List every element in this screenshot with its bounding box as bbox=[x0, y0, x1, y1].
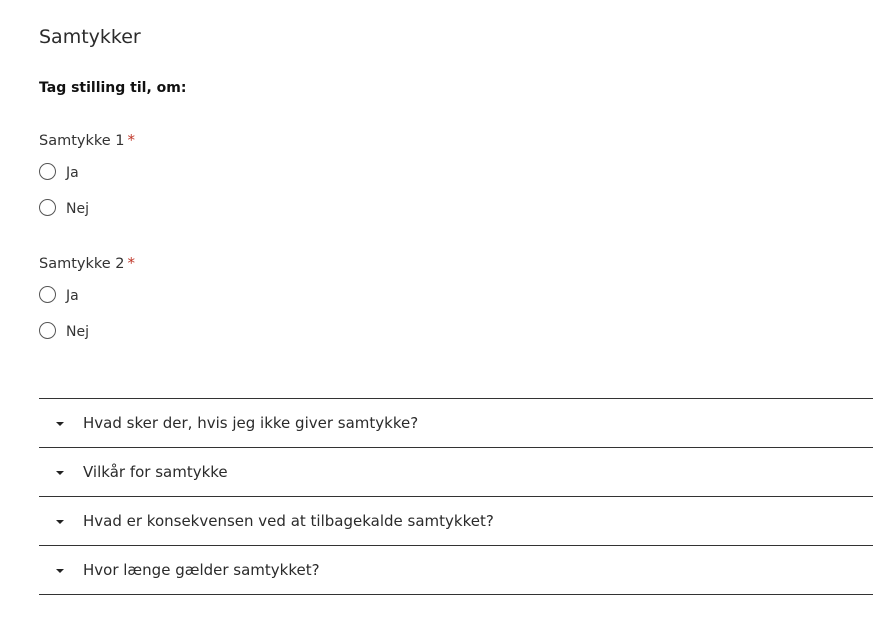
accordion-title: Vilkår for samtykke bbox=[83, 463, 228, 481]
option-label: Ja bbox=[66, 288, 79, 304]
consent-2-option-ja[interactable] bbox=[39, 276, 135, 312]
faq-accordion bbox=[39, 398, 873, 595]
consent-label-1 bbox=[39, 131, 135, 153]
consent-label-2-text: Samtykke 2 bbox=[39, 256, 125, 272]
intro-text: Tag stilling til, om: bbox=[39, 80, 187, 96]
accordion-item-withdraw[interactable] bbox=[39, 497, 873, 546]
caret-down-icon bbox=[56, 569, 64, 573]
page-title: Samtykker bbox=[39, 26, 141, 48]
caret-down-icon bbox=[56, 422, 64, 426]
radio-unchecked-icon[interactable] bbox=[39, 286, 56, 303]
consent-label-2 bbox=[39, 254, 135, 276]
required-asterisk: * bbox=[127, 131, 136, 149]
accordion-item-duration[interactable] bbox=[39, 546, 873, 595]
caret-down-icon bbox=[56, 471, 64, 475]
caret-down-icon bbox=[56, 520, 64, 524]
option-label: Nej bbox=[66, 324, 89, 340]
radio-unchecked-icon[interactable] bbox=[39, 199, 56, 216]
consent-label-1-text: Samtykke 1 bbox=[39, 133, 125, 149]
accordion-item-no-consent[interactable] bbox=[39, 399, 873, 448]
consent-2-option-nej[interactable] bbox=[39, 312, 135, 348]
accordion-item-terms[interactable] bbox=[39, 448, 873, 497]
consent-1-option-ja[interactable] bbox=[39, 153, 135, 189]
accordion-title: Hvor længe gælder samtykket? bbox=[83, 561, 320, 579]
option-label: Ja bbox=[66, 165, 79, 181]
required-asterisk: * bbox=[127, 254, 136, 272]
consent-group-2 bbox=[39, 254, 135, 348]
consent-1-option-nej[interactable] bbox=[39, 189, 135, 225]
option-label: Nej bbox=[66, 201, 89, 217]
accordion-title: Hvad sker der, hvis jeg ikke giver samtykke? bbox=[83, 414, 419, 432]
radio-unchecked-icon[interactable] bbox=[39, 163, 56, 180]
accordion-title: Hvad er konsekvensen ved at tilbagekalde samtykket? bbox=[83, 512, 494, 530]
radio-unchecked-icon[interactable] bbox=[39, 322, 56, 339]
consent-group-1 bbox=[39, 131, 135, 225]
